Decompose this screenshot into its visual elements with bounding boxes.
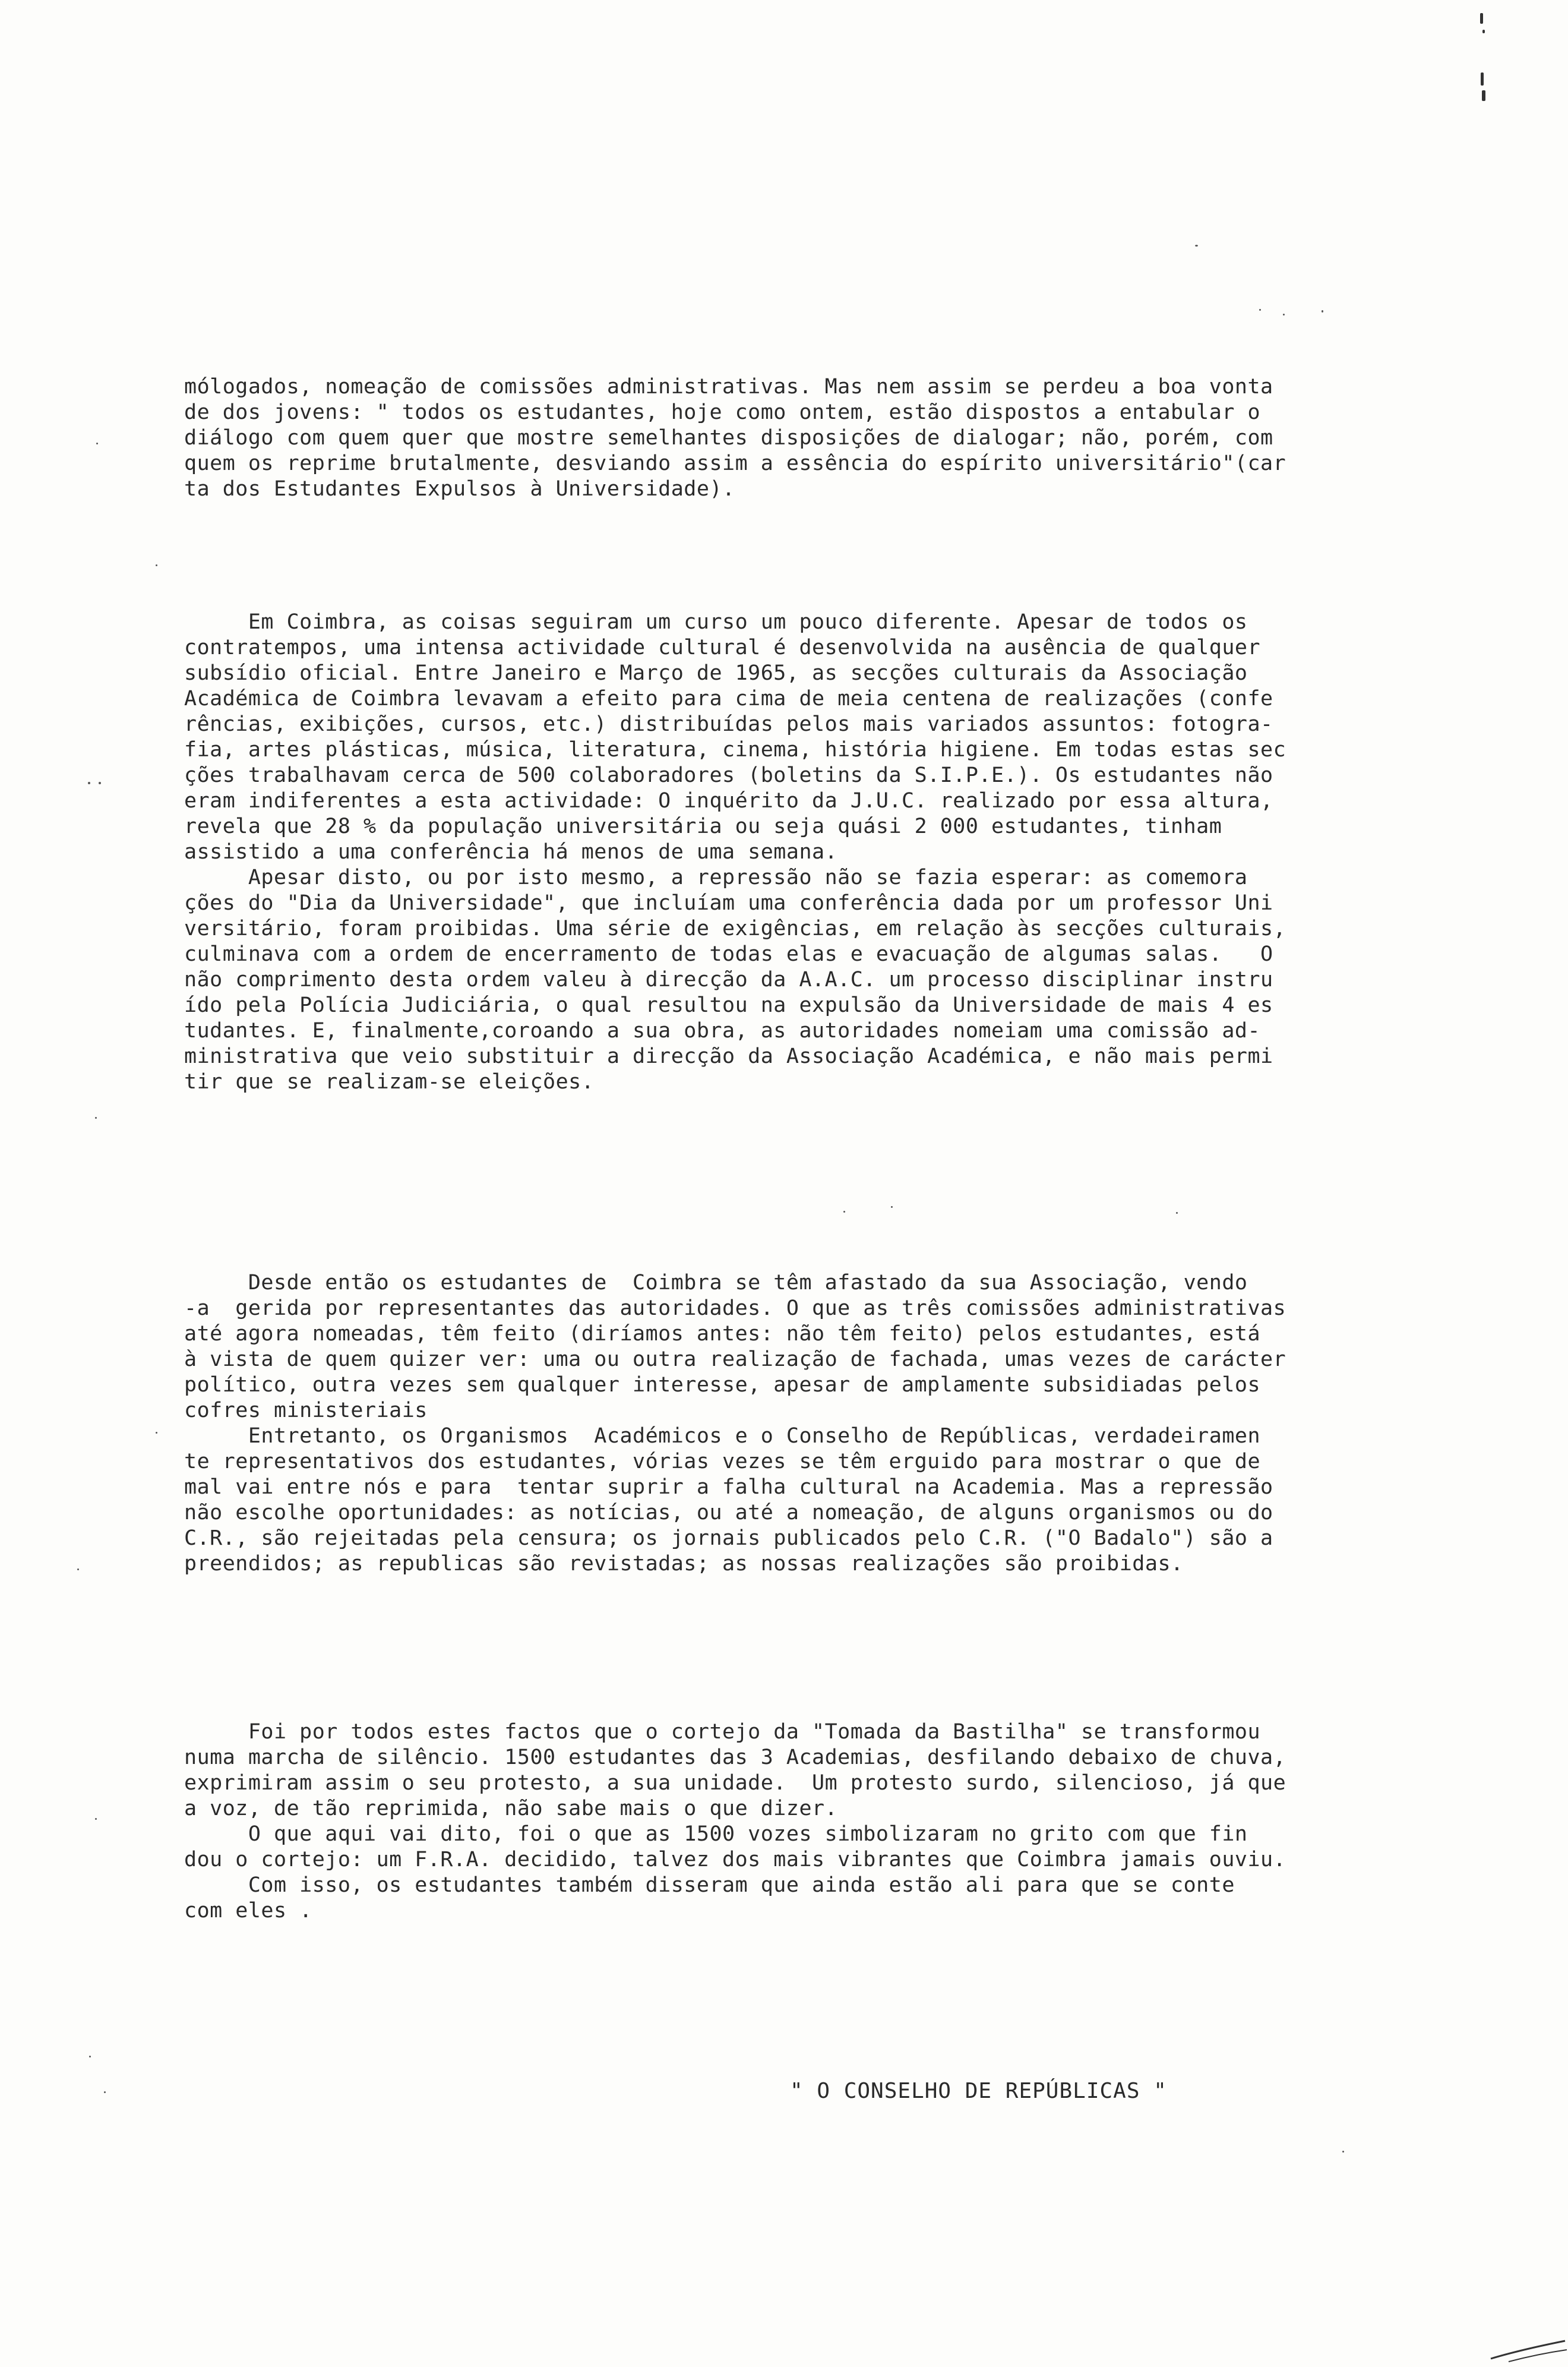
- text-line: eram indiferentes a esta actividade: O inquérito da J.U.C. realizado por essa altura,: [184, 789, 1273, 813]
- text-line: diálogo com quem quer que mostre semelhantes disposições de dialogar; não, porém, com: [184, 426, 1273, 450]
- scan-speck: [156, 564, 157, 566]
- text-line: até agora nomeadas, têm feito (diríamos antes: não têm feito) pelos estudantes, está: [184, 1322, 1261, 1346]
- text-line: subsídio oficial. Entre Janeiro e Março de 1965, as secções culturais da Associação: [184, 661, 1248, 685]
- text-line: -a gerida por representantes das autoridades. O que as três comissões administrativas: [184, 1296, 1286, 1320]
- text-line: dou o cortejo: um F.R.A. decidido, talvez dos mais vibrantes que Coimbra jamais ouviu.: [184, 1848, 1286, 1871]
- text-line: fia, artes plásticas, música, literatura, cinema, história higiene. Em todas estas sec: [184, 738, 1286, 762]
- text-line: assistido a uma conferência há menos de uma semana.: [184, 840, 838, 864]
- text-line: tudantes. E, finalmente,coroando a sua obra, as autoridades nomeiam uma comissão ad-: [184, 1019, 1261, 1043]
- text-line: numa marcha de silêncio. 1500 estudantes das 3 Academias, desfilando debaixo de chuva,: [184, 1746, 1286, 1769]
- text-line: te representativos dos estudantes, vórias vezes se têm erguido para mostrar o que de: [184, 1450, 1261, 1473]
- text-line: ta dos Estudantes Expulsos à Universidade).: [184, 477, 735, 501]
- text-line: mal vai entre nós e para tentar suprir a falha cultural na Academia. Mas a repressão: [184, 1475, 1273, 1499]
- scan-speck: [1176, 1212, 1178, 1214]
- text-line: à vista de quem quizer ver: uma ou outra realização de fachada, umas vezes de carácter: [184, 1347, 1286, 1371]
- text-line: Entretanto, os Organismos Académicos e o Conselho de Repúblicas, verdadeiramen: [184, 1424, 1261, 1448]
- scan-speck: [95, 1818, 97, 1820]
- text-line: mólogados, nomeação de comissões administrativas. Mas nem assim se perdeu a boa vonta: [184, 375, 1273, 399]
- margin-marks: [1479, 13, 1487, 102]
- text-line: a voz, de tão reprimida, não sabe mais o que dizer.: [184, 1797, 838, 1820]
- text-line: não escolhe oportunidades: as notícias, ou até a nomeação, de alguns organismos ou do: [184, 1501, 1273, 1525]
- text-line: revela que 28 % da população universitária ou seja quási 2 000 estudantes, tinham: [184, 815, 1222, 838]
- text-line: político, outra vezes sem qualquer interesse, apesar de amplamente subsidiadas pelos: [184, 1373, 1261, 1397]
- scan-speck: [843, 1211, 845, 1213]
- text-line: O que aqui vai dito, foi o que as 1500 vozes simbolizaram no grito com que fin: [184, 1822, 1248, 1846]
- text-line: preendidos; as republicas são revistadas; as nossas realizações são proibidas.: [184, 1552, 1184, 1576]
- scan-speck: [77, 1568, 79, 1570]
- text-line: Foi por todos estes factos que o cortejo da "Tomada da Bastilha" se transformou: [184, 1720, 1261, 1744]
- scan-speck: [104, 2091, 106, 2093]
- scan-speck: [156, 1432, 157, 1434]
- scan-speck: [1259, 309, 1261, 311]
- text-line: ções trabalhavam cerca de 500 colaboradores (boletins da S.I.P.E.). Os estudantes não: [184, 763, 1273, 787]
- text-line: culminava com a ordem de encerramento de todas elas e evacuação de algumas salas. O: [184, 942, 1273, 966]
- scan-speck: [1342, 2151, 1344, 2153]
- paragraph-bastilha: [184, 1719, 1461, 1924]
- text-line: C.R., são rejeitadas pela censura; os jornais publicados pelo C.R. ("O Badalo") são a: [184, 1526, 1273, 1550]
- text-line: exprimiram assim o seu protesto, a sua unidade. Um protesto surdo, silencioso, já que: [184, 1771, 1286, 1795]
- scan-speck: [1195, 245, 1198, 247]
- text-line: ído pela Polícia Judiciária, o qual resultou na expulsão da Universidade de mais 4 es: [184, 993, 1273, 1017]
- text-line: ministrativa que veio substituir a direcção da Associação Académica, e não mais permi: [184, 1044, 1273, 1068]
- paragraph-intro: [184, 374, 1461, 502]
- signature: " O CONSELHO DE REPÚBLICAS ": [790, 2079, 1167, 2103]
- pen-stroke-mark: [1485, 2317, 1568, 2365]
- text-line: Com isso, os estudantes também disseram que ainda estão ali para que se conte: [184, 1873, 1235, 1897]
- text-line: Desde então os estudantes de Coimbra se têm afastado da sua Associação, vendo: [184, 1271, 1248, 1295]
- scan-speck: [95, 1117, 97, 1119]
- paragraph-coimbra: [184, 610, 1461, 1095]
- text-line: rências, exibições, cursos, etc.) distribuídas pelos mais variados assuntos: fotogra-: [184, 712, 1273, 736]
- text-line: Académica de Coimbra levavam a efeito para cima de meia centena de realizações (confe: [184, 687, 1273, 711]
- text-line: não comprimento desta ordem valeu à direcção da A.A.C. um processo disciplinar instru: [184, 968, 1273, 992]
- text-line: contratempos, uma intensa actividade cultural é desenvolvida na ausência de qualquer: [184, 636, 1261, 659]
- text-line: tir que se realizam-se eleições.: [184, 1070, 595, 1094]
- paragraph-associacao: [184, 1270, 1461, 1577]
- scan-speck: [1322, 310, 1323, 313]
- scan-speck: [99, 782, 101, 784]
- text-line: Apesar disto, ou por isto mesmo, a repressão não se fazia esperar: as comemora: [184, 866, 1248, 889]
- scan-speck: [89, 2056, 91, 2057]
- scan-speck: [88, 782, 90, 784]
- text-line: quem os reprime brutalmente, desviando assim a essência do espírito universitário"(car: [184, 452, 1286, 475]
- text-line: ções do "Dia da Universidade", que incluíam uma conferência dada por um professor Uni: [184, 891, 1273, 915]
- text-line: cofres ministeriais: [184, 1399, 428, 1422]
- text-line: versitário, foram proibidas. Uma série de exigências, em relação às secções culturais,: [184, 917, 1286, 941]
- scan-speck: [891, 1206, 893, 1208]
- scan-speck: [1283, 314, 1285, 315]
- text-line: Em Coimbra, as coisas seguiram um curso um pouco diferente. Apesar de todos os: [184, 610, 1248, 634]
- text-line: com eles .: [184, 1899, 312, 1923]
- text-line: de dos jovens: " todos os estudantes, hoje como ontem, estão dispostos a entabular o: [184, 400, 1261, 424]
- scan-speck: [96, 443, 98, 444]
